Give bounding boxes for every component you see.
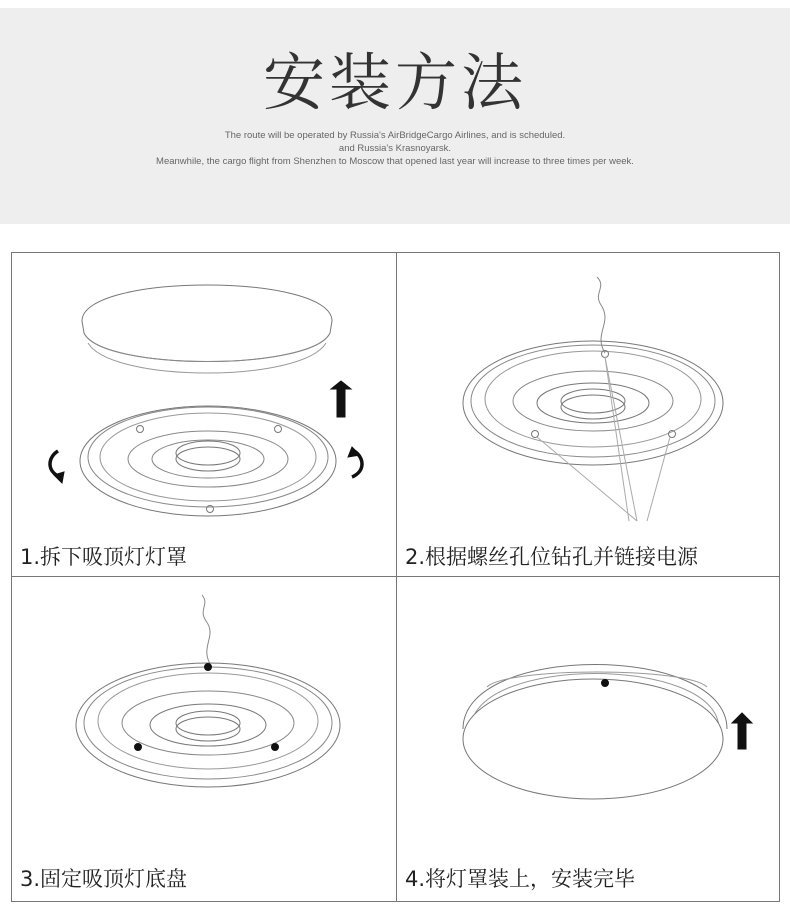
step-caption: 4.将灯罩装上，安装完毕 [405, 867, 636, 891]
step-caption: 2.根据螺丝孔位钻孔并链接电源 [405, 545, 699, 569]
subtitle-line: The route will be operated by Russia's AirBridgeCargo Airlines, and is scheduled. [224, 130, 566, 141]
remove-lampshade-illustration [12, 253, 395, 575]
subtitle-block [0, 129, 790, 168]
step-panel-1 [12, 253, 395, 575]
drill-and-wire-illustration [397, 253, 780, 575]
step-panel-3 [12, 577, 395, 899]
fix-base-illustration [12, 577, 395, 899]
subtitle-line: Meanwhile, the cargo flight from Shenzhen to Moscow that opened last year will increase to three times per week. [156, 156, 634, 167]
header-banner [0, 8, 790, 224]
steps-grid [11, 252, 780, 902]
step-caption: 1.拆下吸顶灯灯罩 [20, 545, 188, 569]
page-title: 安装方法 [262, 46, 527, 119]
step-caption: 3.固定吸顶灯底盘 [20, 867, 188, 891]
subtitle-line: and Russia's Krasnoyarsk. [338, 143, 452, 154]
step-panel-4 [397, 577, 780, 899]
step-panel-2 [397, 253, 780, 575]
attach-lampshade-illustration [397, 577, 780, 899]
